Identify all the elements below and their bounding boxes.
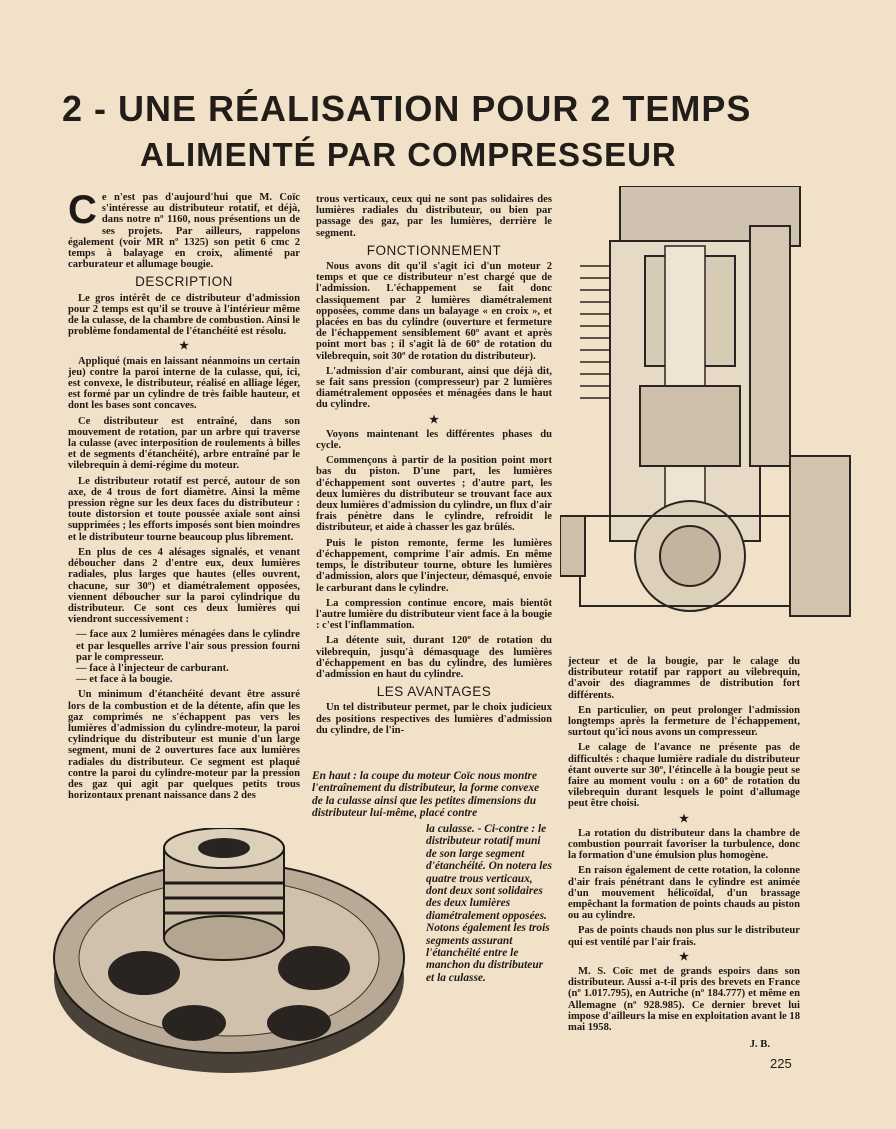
heading-avantages: LES AVANTAGES xyxy=(376,684,492,700)
paragraph: L'admission d'air comburant, ainsi que déjà dit, se fait sans pression (compresseur) par 2 lumières diamétralement opposées et ménagées dans le haut du cylindre. xyxy=(316,365,552,411)
paragraph: En plus de ces 4 alésages signalés, et venant déboucher dans 2 d'entre eux, deux lumières radiales, plus larges que hautes (elles ouvrent, chacune, sur 30º) et diamétralement opposées, viennent déboucher sur la paroi cylindrique du distributeur. Ce sont ces deux lumières qui viendront successivement : xyxy=(68,546,300,626)
paragraph: Le gros intérêt de ce distributeur d'admission pour 2 temps est qu'il se trouve à l'intérieur même de la culasse, de la chambre de combustion. Ainsi le problème fondamental de l'étanchéité est résolu. xyxy=(68,292,300,338)
title-line-1: 2 - UNE RÉALISATION POUR 2 TEMPS xyxy=(62,88,752,129)
paragraph: La rotation du distributeur dans la chambre de combustion pourrait favoriser la turbulence, donc la formation d'une émulsion plus homogène. xyxy=(568,827,800,862)
heading-fonctionnement: FONCTIONNEMENT xyxy=(366,242,502,258)
paragraph: Pas de points chauds non plus sur le distributeur qui est ventilé par l'air frais. xyxy=(568,925,800,948)
paragraph: Puis le piston remonte, ferme les lumières d'échappement, comprime l'air admis. En même temps, le distributeur tourne, obture les lumières d'admission, alors que l'injecteur, démasqué, envoie le carburant dans le cylindre. xyxy=(316,537,552,594)
paragraph: Ce distributeur est entraîné, dans son mouvement de rotation, par un arbre qui traverse la culasse (avec interposition de roulements à billes et de segments d'étanchéité), arbre entraîné par le vilebrequin à demi-régime du moteur. xyxy=(68,415,300,472)
paragraph: La détente suit, durant 120º de rotation du vilebrequin, jusqu'à démasquage des lumières d'échappement en bas du cylindre, des lumières d'admission en haut du cylindre. xyxy=(316,635,552,680)
paragraph: Un tel distributeur permet, par le choix judicieux des positions respectives des lumières d'admission du cylindre, de l'in- xyxy=(316,702,552,736)
column-2 xyxy=(316,194,552,740)
author-signature: J. B. xyxy=(749,1039,770,1051)
paragraph: La compression continue encore, mais bientôt l'autre lumière du distributeur vient face à la bougie : c'est l'inflammation. xyxy=(316,597,553,632)
paragraph: Nous avons dit qu'il s'agit ici d'un moteur 2 temps et que ce distributeur n'est chargé que de l'admission. L'échappement se fait donc classiquement par 2 lumières diamétralement opposées, comme dans un balayage « en croix », et placées en bas du cylindre (ouverture et fermeture de l'échappement sensiblement 60º avant et après point mort bas ; il s'agit là de 60º de rotation du vilebrequin, soit 30º de rotation du distributeur). xyxy=(316,261,552,362)
paragraph: En raison également de cette rotation, la colonne d'air frais pénétrant dans le cylindre est animée d'un mouvement hélicoïdal, d'un brassage empêchant la formation de points chauds au piston ou au cylindre. xyxy=(568,865,800,922)
caption-top: En haut : la coupe du moteur Coïc nous montre l'entraînement du distributeur, la forme convexe de la culasse ainsi que les petites dimensions du distributeur lui-même, placé contre xyxy=(312,770,540,820)
paragraph: jecteur et de la bougie, par le calage du distributeur rotatif par rapport au vilebrequin, d'avoir des diagrammes de distribution fort différents. xyxy=(568,656,800,701)
caption-side: la culasse. - Ci-contre : le distributeur rotatif muni de son large segment d'étanchéité. On notera les quatre trous verticaux, dont deux sont solidaires des deux lumières diamétralement opposées. Notons également les trois segments assurant l'étanchéité entre le manchon du distributeur et la culasse. xyxy=(426,823,552,984)
paragraph: Commençons à partir de la position point mort bas du piston. D'une part, les lumières d'échappement sont ouvertes ; d'autre part, les deux lumières du distributeur se trouvant face aux deux lumières d'admission du cylindre, un flux d'air frais pénètre dans le cylindre, refroidit le distributeur, et aide à chasser les gaz brûlés. xyxy=(316,455,552,534)
star-separator: ★ xyxy=(679,950,689,963)
title-line-2: ALIMENTÉ PAR COMPRESSEUR xyxy=(140,136,677,173)
rotary-distributor-illustration xyxy=(44,828,414,1083)
column-1 xyxy=(68,188,300,805)
engine-cross-section-illustration xyxy=(560,186,860,646)
star-separator: ★ xyxy=(679,812,689,825)
paragraph: Appliqué (mais en laissant néanmoins un certain jeu) contre la paroi interne de la culasse, qui, ici, est convexe, le distributeur, réalisé en alliage léger, est formé par un cylindre de très faible hauteur, et dont les bases sont concaves. xyxy=(68,355,300,412)
heading-description: DESCRIPTION xyxy=(135,274,233,290)
intro-paragraph: Ce n'est pas d'aujourd'hui que M. Coïc s'intéresse au distributeur rotatif, et déjà, dans notre nº 1160, nous présentions un de ses projets. Par ailleurs, rappelons également (voir MR nº 1325) son petit 6 cmc 2 temps à balayage en croix, alimenté par carburateur et allumage bougie. xyxy=(68,188,300,271)
column-3 xyxy=(568,656,800,1051)
paragraph: Le distributeur rotatif est percé, autour de son axe, de 4 trous de fort diamètre. Ainsi la même pression règne sur les deux faces du distributeur : toute distorsion et toute poussée axiale sont ainsi supprimées ; les efforts imposés sont bien moindres et le distributeur tourne beaucoup plus librement. xyxy=(68,475,300,543)
page-number: 225 xyxy=(770,1056,792,1071)
dash-item: — face à l'injecteur de carburant. xyxy=(76,662,229,674)
paragraph: Le calage de l'avance ne présente pas de difficultés : chaque lumière radiale du distributeur étant ouverte sur 30º, l'étincelle à la bougie peut se faire au moment voulu : on a 60º de rotation du vilebrequin durant lesquels le point d'allumage peut être choisi. xyxy=(568,742,800,810)
dash-item: — face aux 2 lumières ménagées dans le cylindre et par lesquelles arrive l'air sous pression fourni par le compresseur. xyxy=(76,629,300,663)
paragraph: trous verticaux, ceux qui ne sont pas solidaires des lumières radiales du distributeur, ou bien par passage des gaz, par les lumières, derrière le segment. xyxy=(316,194,552,239)
paragraph: Voyons maintenant les différentes phases du cycle. xyxy=(316,428,552,452)
star-separator: ★ xyxy=(179,340,189,353)
star-separator: ★ xyxy=(429,413,439,426)
paragraph: En particulier, on peut prolonger l'admission longtemps après la fermeture de l'échappement, surtout qu'ici nous avons un compresseur. xyxy=(568,704,800,739)
paragraph: M. S. Coïc met de grands espoirs dans son distributeur. Aussi a-t-il pris des brevets en France (nº 1.017.795), en Autriche (nº 184.777) et même en Allemagne (nº 928.985). Ce dernier brevet lui impose d'ailleurs la mise en exploitation avant le 18 mai 1958. xyxy=(568,966,800,1034)
dash-item: — et face à la bougie. xyxy=(76,674,173,686)
paragraph: Un minimum d'étanchéité devant être assuré lors de la combustion et de la détente, afin que les gaz comprimés ne s'échappent pas vers les lumières d'admission du cylindre-moteur, la paroi cylindrique du distributeur est munie d'un large segment, muni de 2 ouvertures face aux lumières radiales du distributeur. Ce segment est plaqué contre la paroi du cylindre-moteur par la pression des gaz qui agit par quelques petits trous horizontaux prenant naissance dans 2 des xyxy=(68,689,300,802)
drop-cap: C xyxy=(68,188,97,232)
